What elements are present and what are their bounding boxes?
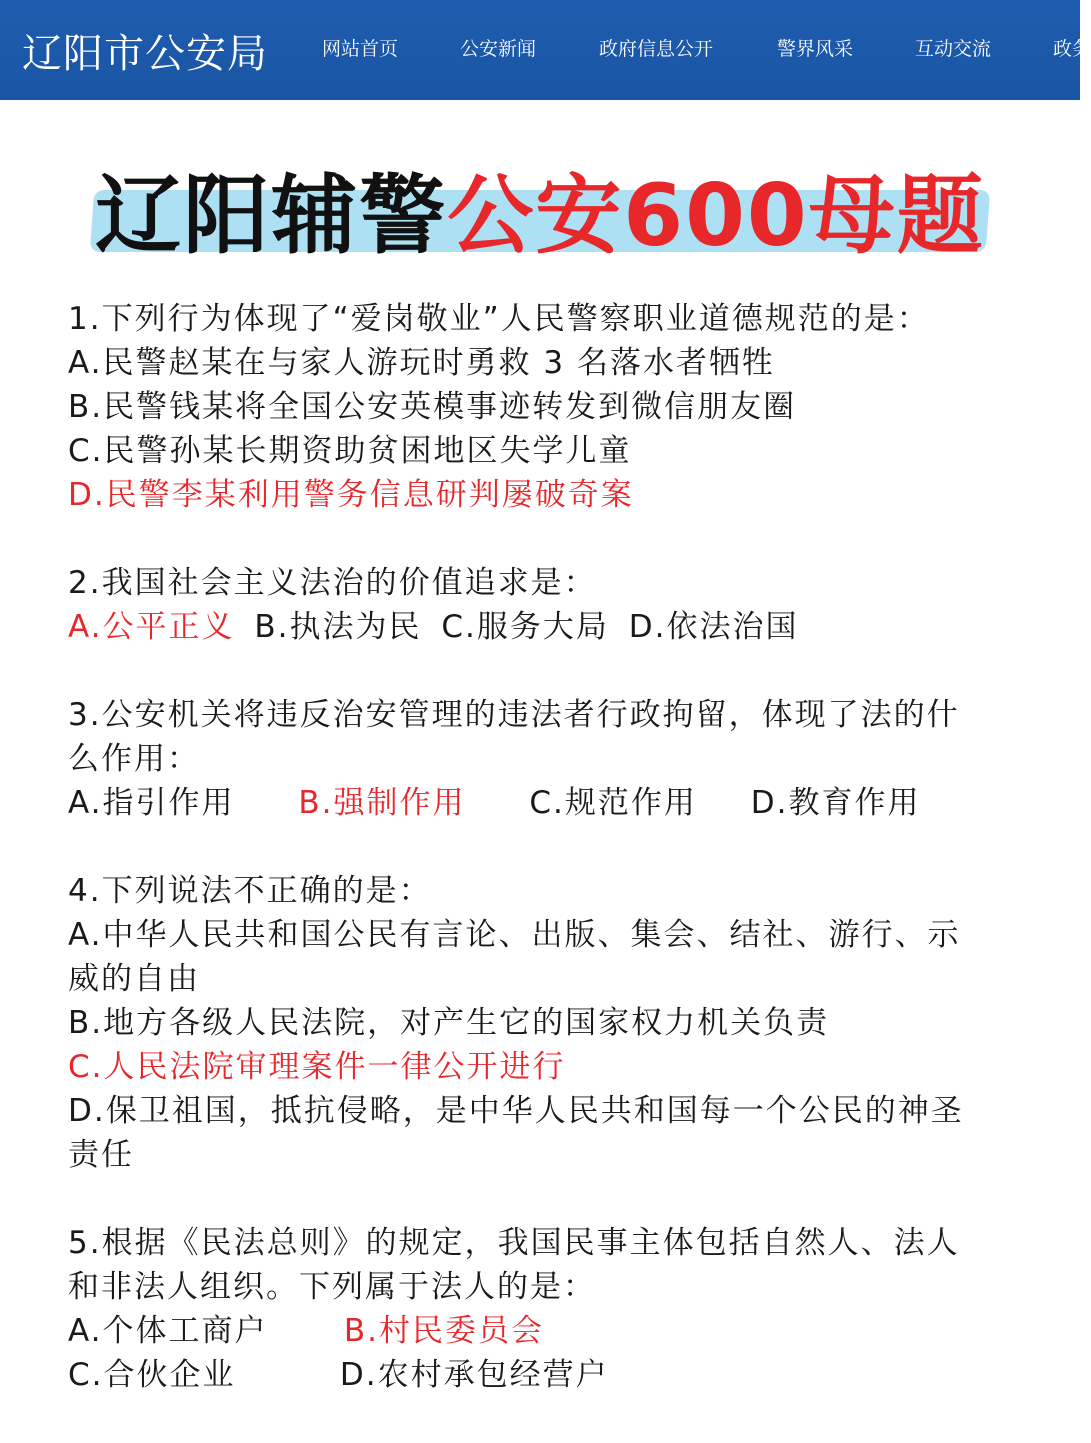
options-row-2 [68,1353,1038,1397]
question-stem-line1: 5.根据《民法总则》的规定，我国民事主体包括自然人、法人 [68,1225,960,1261]
question-stem: 1.下列行为体现了“爱岗敬业”人民警察职业道德规范的是： [68,301,930,337]
option-a: A.个体工商户 [68,1313,268,1349]
option-b: B.民警钱某将全国公安英模事迹转发到微信朋友圈 [68,389,797,425]
option-d: D.依法治国 [628,609,799,645]
option-d: D.教育作用 [750,785,921,821]
question-stem: 4.下列说法不正确的是： [68,873,432,909]
nav-item-news[interactable]: 公安新闻 [460,38,537,60]
option-c: C.民警孙某长期资助贫困地区失学儿童 [68,433,632,469]
option-a-line2: 威的自由 [68,961,200,997]
option-b-answer: B.强制作用 [298,785,466,821]
question-list [68,297,1038,1441]
option-a: A.指引作用 [68,785,235,821]
question-stem-line2: 么作用： [68,741,200,777]
option-c: C.合伙企业 [68,1357,236,1393]
option-a-line1: A.中华人民共和国公民有言论、出版、集会、结社、游行、示 [68,917,961,953]
option-a: A.民警赵某在与家人游玩时勇救 3 名落水者牺牲 [68,345,775,381]
title-red-part: 公安600母题 [447,166,985,266]
option-b-answer: B.村民委员会 [343,1313,544,1349]
question-1 [68,297,1038,517]
option-a-answer: A.公平正义 [68,609,235,645]
option-d: D.农村承包经营户 [339,1357,609,1393]
question-4 [68,869,1038,1177]
question-stem-line2: 和非法人组织。下列属于法人的是： [68,1269,596,1305]
option-b: B.地方各级人民法院，对产生它的国家权力机关负责 [68,1005,830,1041]
options-row-1 [68,1309,1038,1353]
options-row [68,781,1038,825]
option-c: C.服务大局 [441,609,609,645]
nav-item-gov-affairs[interactable]: 政务 [1053,38,1091,60]
option-d-answer: D.民警李某利用警务信息研判屡破奇案 [68,477,634,513]
option-c-answer: C.人民法院审理案件一律公开进行 [68,1049,566,1085]
option-c: C.规范作用 [529,785,697,821]
site-title[interactable]: 辽阳市公安局 [22,31,268,77]
question-stem: 2.我国社会主义法治的价值追求是： [68,565,597,601]
nav-item-police-style[interactable]: 警界风采 [777,38,854,60]
question-2 [68,561,1038,649]
option-d-line2: 责任 [68,1137,134,1173]
banner-title [0,140,1080,270]
question-3 [68,693,1038,825]
page-title [0,146,1080,270]
options-row [68,605,1038,649]
title-black-part: 辽阳辅警 [95,166,448,266]
nav-item-home[interactable]: 网站首页 [322,38,399,60]
option-d-line1: D.保卫祖国，抵抗侵略，是中华人民共和国每一个公民的神圣 [68,1093,964,1129]
site-header [0,0,1091,100]
nav-item-gov-info[interactable]: 政府信息公开 [599,38,714,60]
question-5 [68,1221,1038,1397]
question-stem-line1: 3.公安机关将违反治安管理的违法者行政拘留，体现了法的什 [68,697,960,733]
option-b: B.执法为民 [254,609,422,645]
nav-item-interaction[interactable]: 互动交流 [915,38,992,60]
